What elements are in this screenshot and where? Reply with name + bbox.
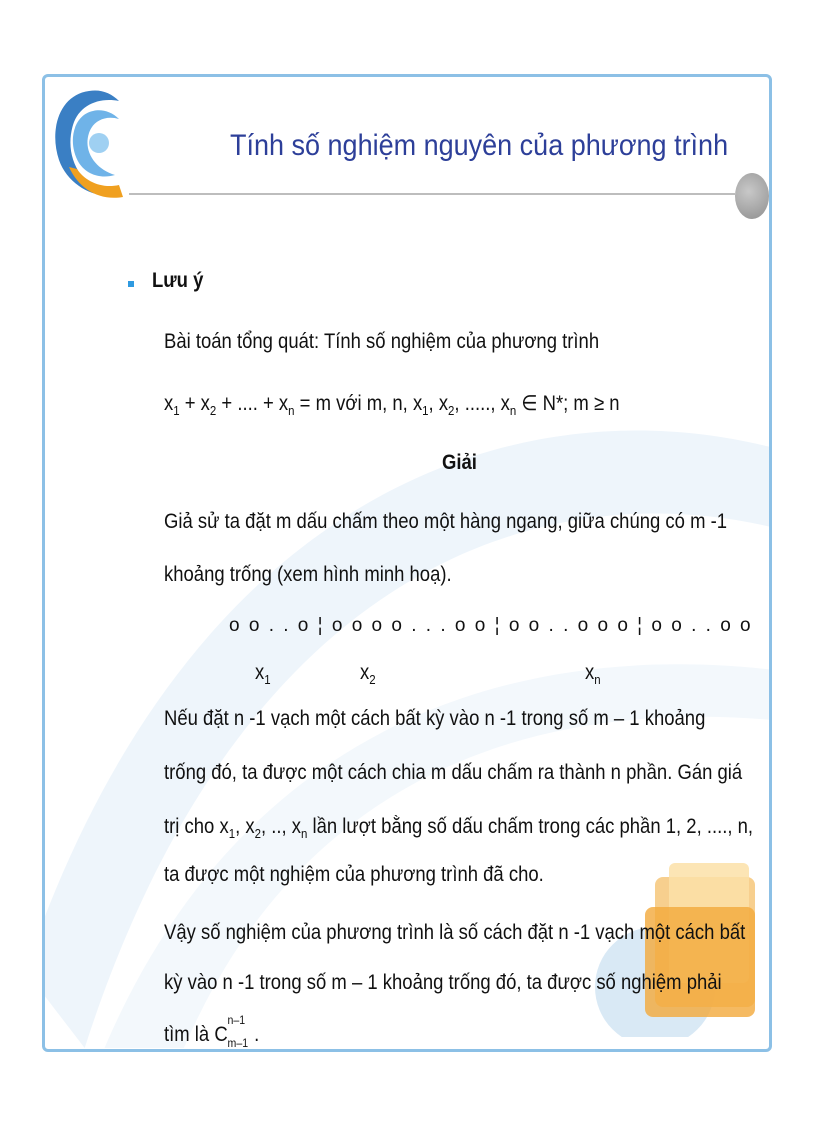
para2-line2: trống đó, ta được một cách chia m dấu chấm ra thành n phần. Gán giá <box>164 761 743 784</box>
label-x1: $x_1$ <box>255 661 271 687</box>
para3-line1: Vậy số nghiệm của phương trình là số cách đặt n -1 vạch một cách bất <box>164 921 746 944</box>
title-knob <box>735 173 769 219</box>
title-divider <box>129 193 735 195</box>
label-x2: $x_2$ <box>360 661 376 687</box>
para2-line3: trị cho $x_1$, $x_2$, .., $x_n$ lần lượt bằng số dấu chấm trong các phần 1, 2, ...., n, <box>164 815 754 841</box>
label-xn: $x_n$ <box>585 661 601 687</box>
solution-label: Giải <box>442 451 477 474</box>
note-heading: Lưu ý <box>152 269 204 292</box>
bullet-marker <box>128 281 134 287</box>
para2-line4: ta được một nghiệm của phương trình đã cho. <box>164 863 544 886</box>
slide-title: Tính số nghiệm nguyên của phương trình <box>230 129 729 162</box>
combination-symbol: C n–1 m–1 <box>214 1013 249 1050</box>
dots-illustration: o o . . o ¦ o o o o . . . o o ¦ o o . . o o o ¦ o o . . o o <box>229 615 753 636</box>
equation-line: $x_1 + x_2$ + .... + $x_n = m$ với m, n, $x_1$, $x_2$, ....., $x_n$ ∈ N*; m ≥ n <box>164 392 620 418</box>
logo-icon <box>49 85 127 203</box>
para3-line3: tìm là C n–1 m–1 . <box>164 1013 260 1050</box>
para2-line1: Nếu đặt n -1 vạch một cách bất kỳ vào n -1 trong số m – 1 khoảng <box>164 707 706 730</box>
para1-line2: khoảng trống (xem hình minh hoạ). <box>164 563 452 586</box>
para1-line1: Giả sử ta đặt m dấu chấm theo một hàng ngang, giữa chúng có m -1 <box>164 510 728 533</box>
para3-line2: kỳ vào n -1 trong số m – 1 khoảng trống đó, ta được số nghiệm phải <box>164 971 722 994</box>
slide-frame <box>42 74 772 1052</box>
general-problem-text: Bài toán tổng quát: Tính số nghiệm của phương trình <box>164 330 600 353</box>
